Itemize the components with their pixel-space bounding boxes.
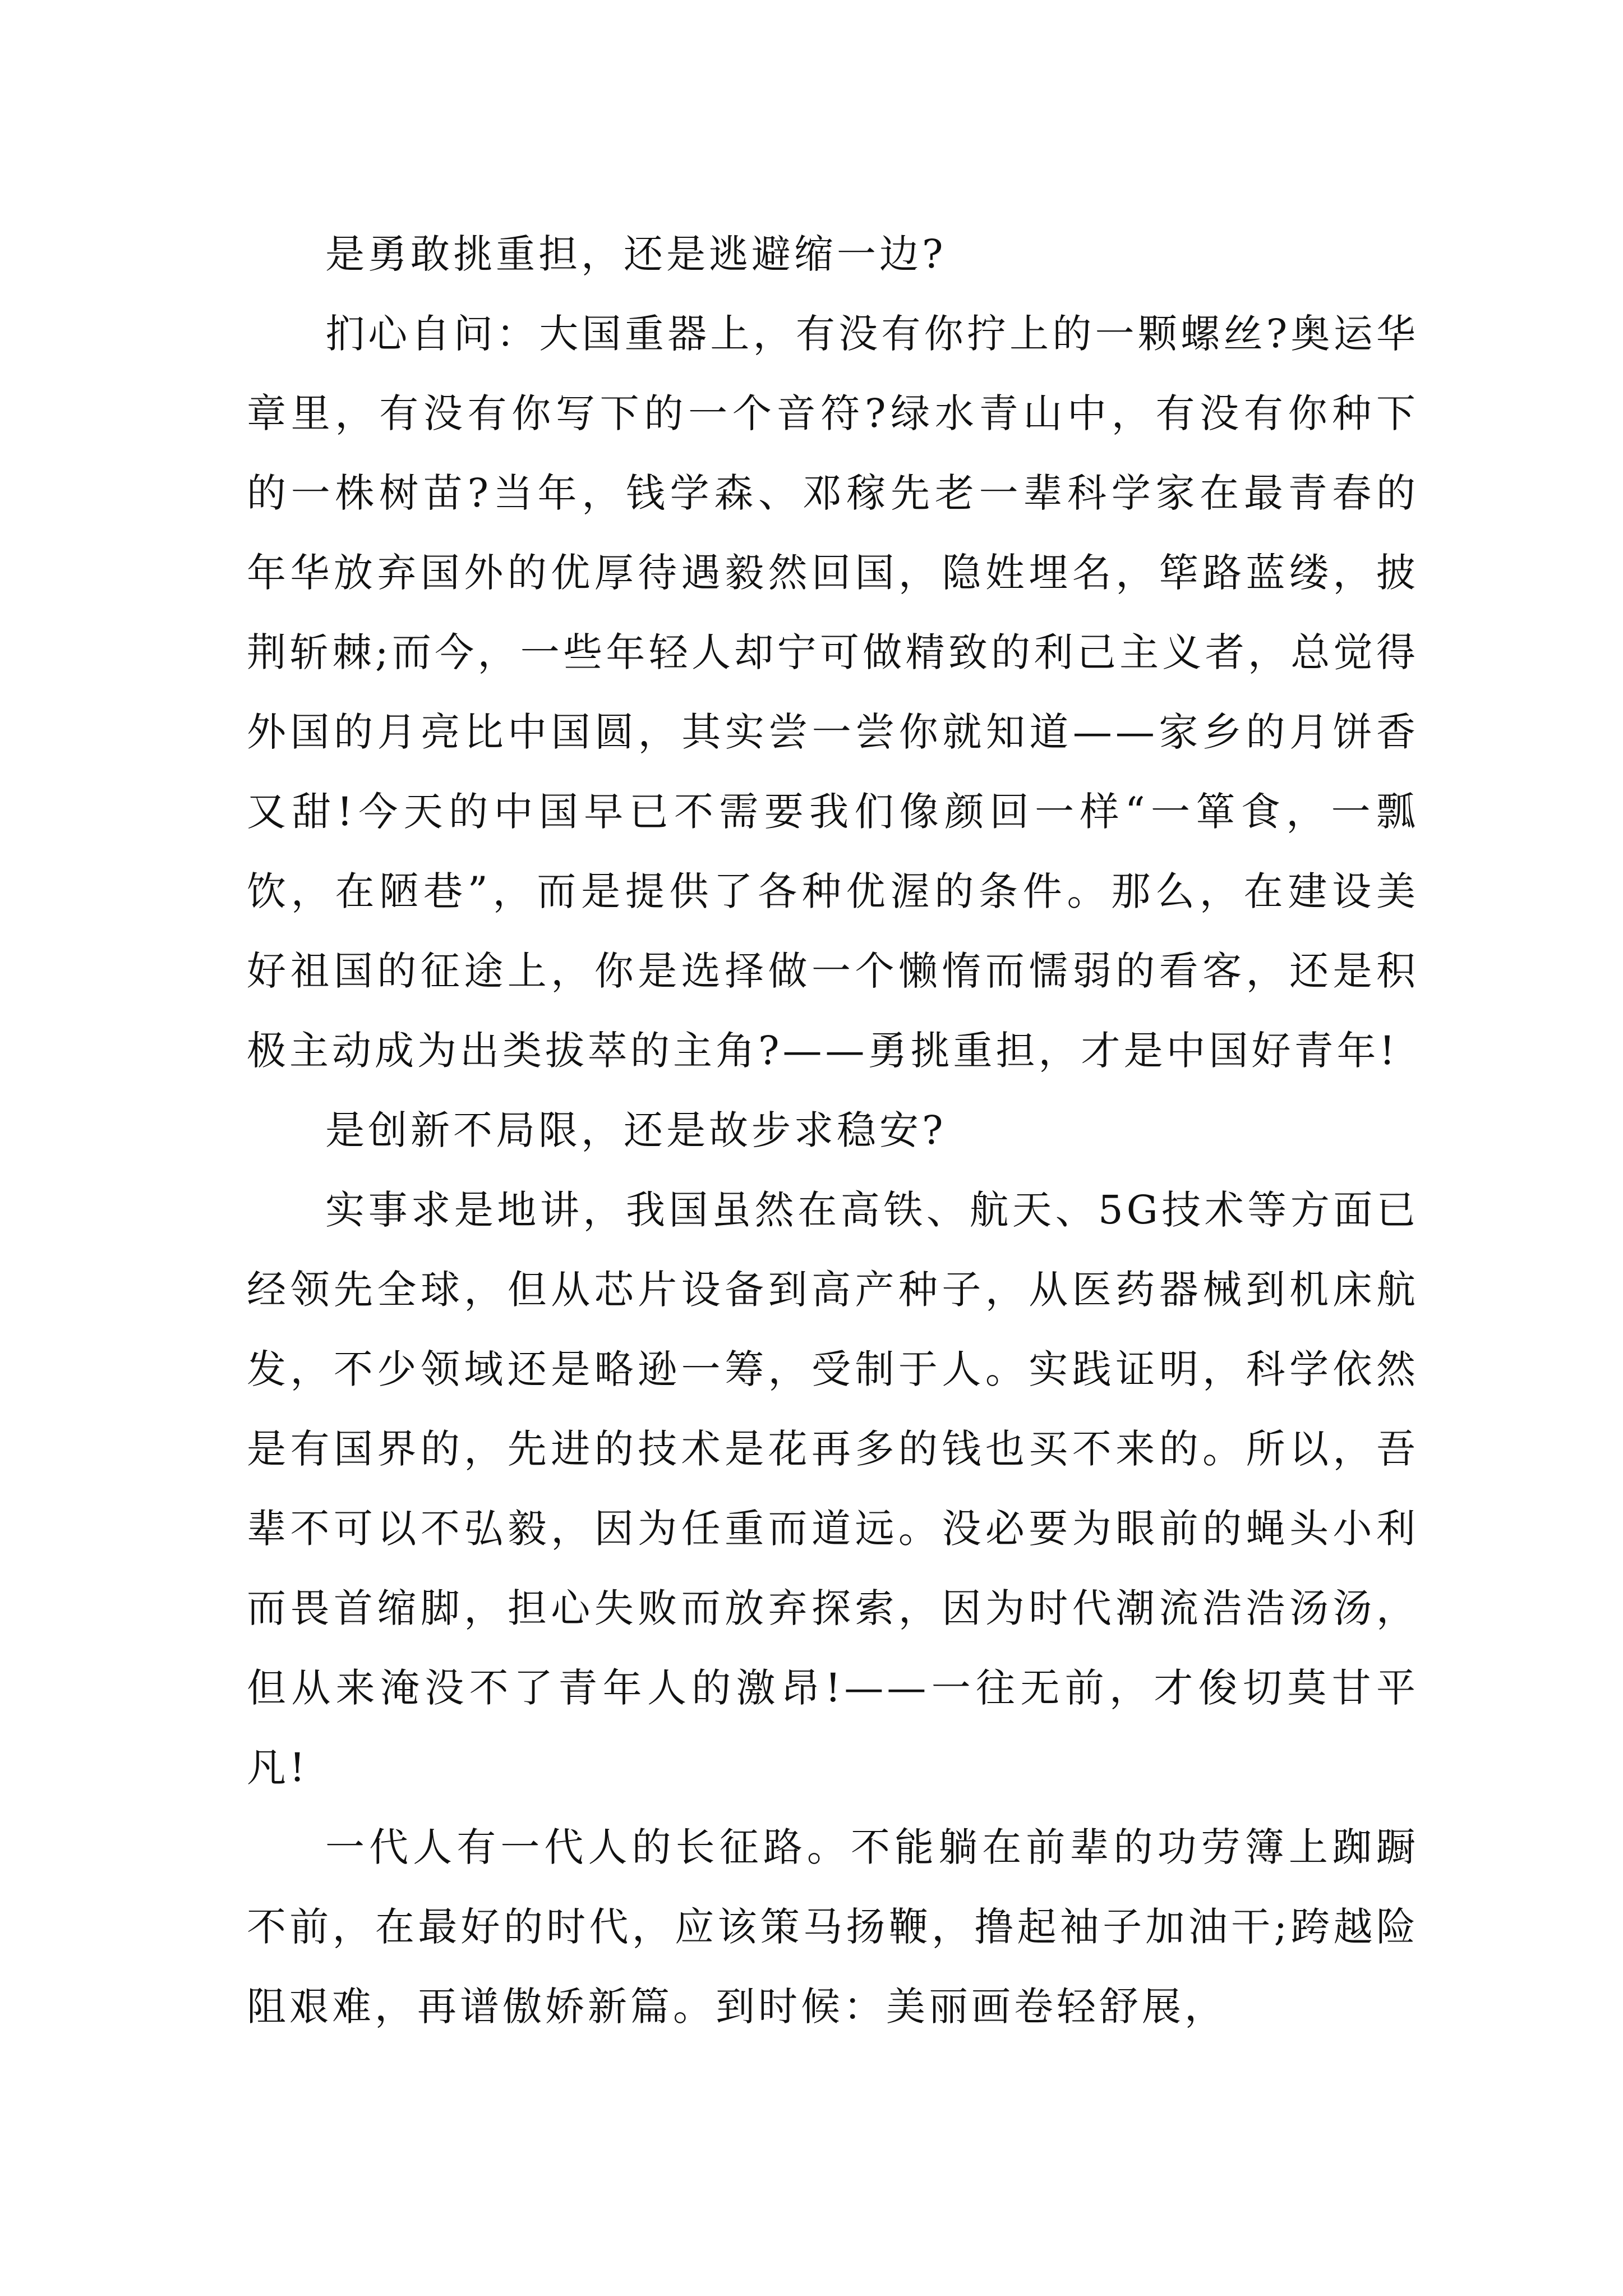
- paragraph-innovation: 实事求是地讲，我国虽然在高铁、航天、5G技术等方面已经领先全球，但从芯片设备到高产种子，从医药器械到机床航发，不少领域还是略逊一筹，受制于人。实践证明，科学依然是有国界的，先进的技术是花再多的钱也买不来的。所以，吾辈不可以不弘毅，因为任重而道远。没必要为眼前的蝇头小利而畏首缩脚，担心失败而放弃探索，因为时代潮流浩浩汤汤，但从来淹没不了青年人的激昂!——一往无前，才俊切莫甘平凡!: [247, 1187, 1419, 1791]
- document-body: [247, 214, 1419, 2046]
- paragraph-conclusion: 一代人有一代人的长征路。不能躺在前辈的功劳簿上踟蹰不前，在最好的时代，应该策马扬鞭，撸起袖子加油干;跨越险阻艰难，再谱傲娇新篇。到时候：美丽画卷轻舒展，: [247, 1824, 1419, 2030]
- question-heading-innovation: 是创新不局限，还是故步求稳安?: [325, 1107, 947, 1153]
- question-heading-responsibility: 是勇敢挑重担，还是逃避缩一边?: [325, 231, 947, 277]
- paragraph-responsibility: 扪心自问：大国重器上，有没有你拧上的一颗螺丝?奥运华章里，有没有你写下的一个音符?绿水青山中，有没有你种下的一株树苗?当年，钱学森、邓稼先老一辈科学家在最青春的年华放弃国外的优厚待遇毅然回国，隐姓埋名，筚路蓝缕，披荆斩棘;而今，一些年轻人却宁可做精致的利己主义者，总觉得外国的月亮比中国圆，其实尝一尝你就知道——家乡的月饼香又甜!今天的中国早已不需要我们像颜回一样“一箪食，一瓢饮，在陋巷”，而是提供了各种优渥的条件。那么，在建设美好祖国的征途上，你是选择做一个懒惰而懦弱的看客，还是积极主动成为出类拔萃的主角?——勇挑重担，才是中国好青年!: [247, 311, 1419, 1074]
